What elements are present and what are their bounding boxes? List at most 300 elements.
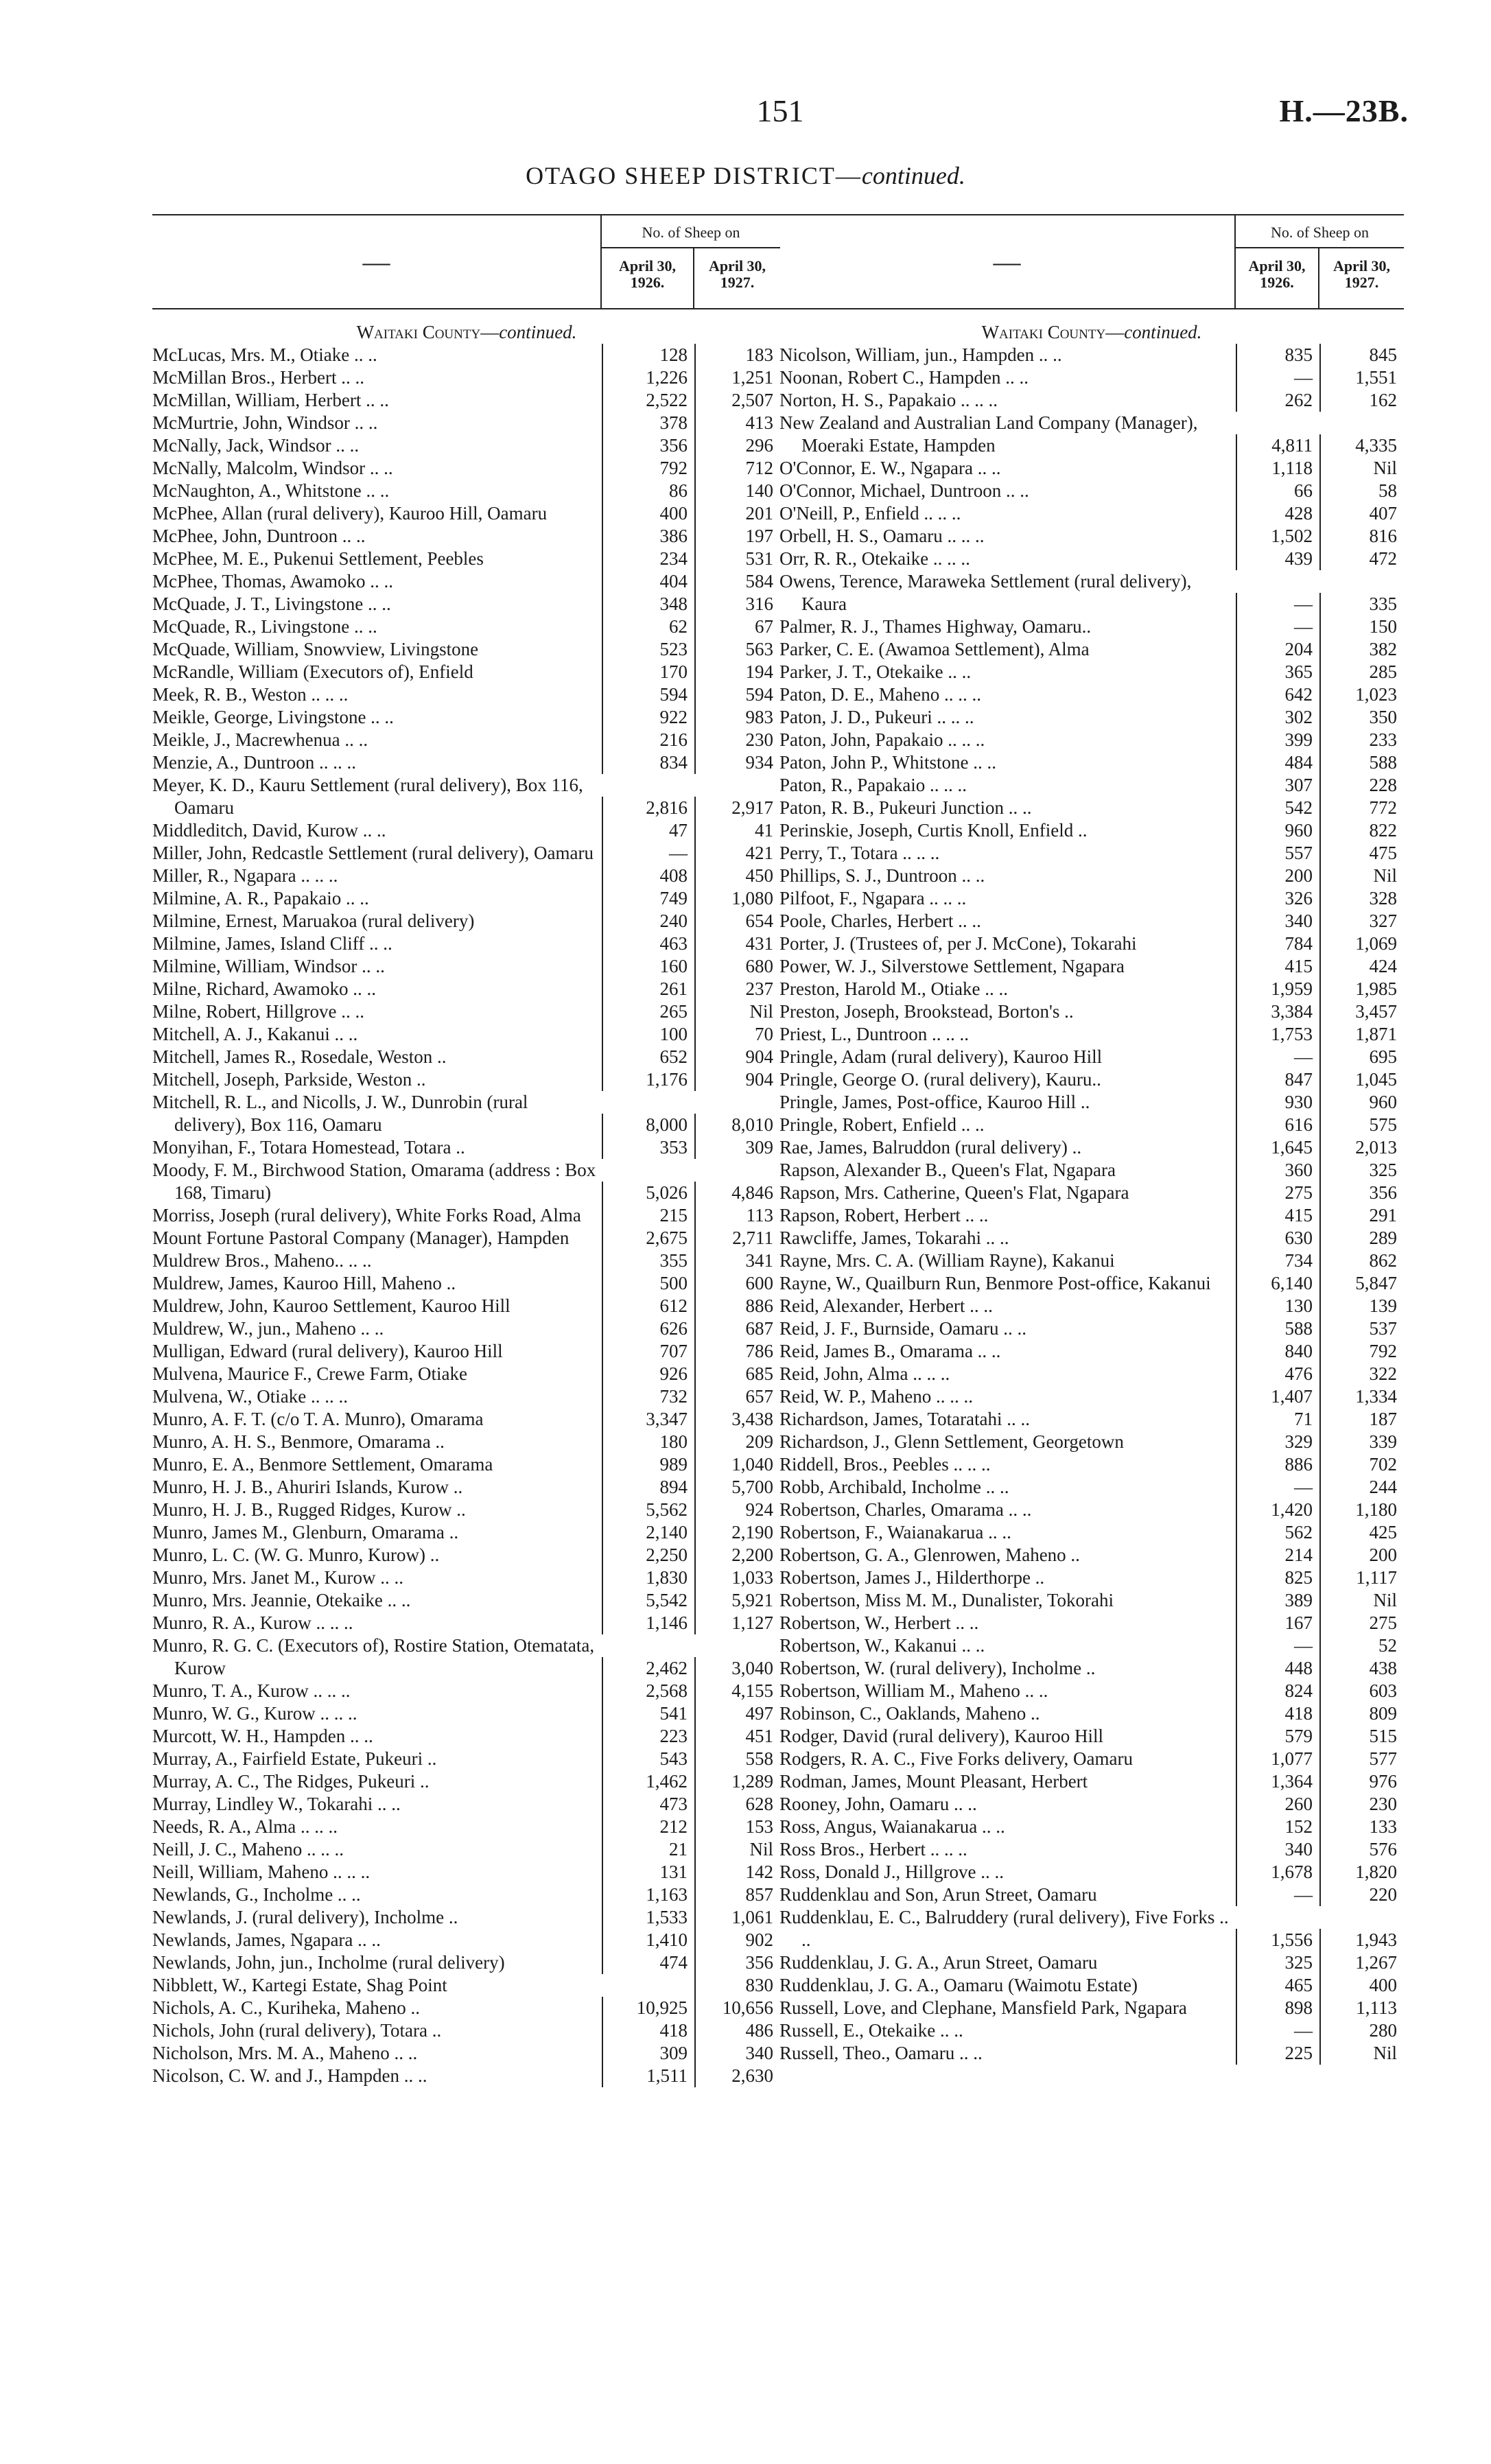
sheep-1926: 784 — [1236, 932, 1319, 955]
sheep-1926: 834 — [602, 751, 694, 774]
sheep-1926: 523 — [602, 638, 694, 661]
section-main: Waitaki County— — [356, 322, 500, 342]
table-row — [152, 1861, 781, 1884]
table-row — [152, 615, 781, 638]
sheep-1926: 225 — [1236, 2042, 1319, 2065]
table-row — [779, 932, 1404, 955]
owner-name: Milmine, James, Island Cliff .. .. — [152, 933, 392, 954]
owner-name: Nibblett, W., Kartegi Estate, Shag Point — [152, 1975, 447, 1995]
sheep-1926: 1,226 — [602, 366, 694, 389]
table-row — [779, 1748, 1404, 1770]
table-row — [152, 661, 781, 683]
owner-name: Russell, Love, and Clephane, Mansfield Park, Ngapara — [779, 1997, 1187, 2018]
sheep-1926: 1,830 — [602, 1567, 694, 1589]
sheep-1926: 1,511 — [602, 2065, 694, 2087]
sheep-1927: 341 — [694, 1249, 780, 1272]
sheep-1927: 1,117 — [1319, 1567, 1404, 1589]
owner-name: Munro, R. G. C. (Executors of), Rostire Station, Otematata, Kurow — [152, 1635, 595, 1678]
sheep-1927: 924 — [694, 1499, 780, 1521]
owner-name: Milmine, A. R., Papakaio .. .. — [152, 888, 369, 908]
sheep-1926: 922 — [602, 706, 694, 729]
owner-name: Milmine, William, Windsor .. .. — [152, 956, 385, 976]
sheep-1927: 220 — [1319, 1884, 1404, 1906]
sheep-1926: 579 — [1236, 1725, 1319, 1748]
owner-name: Preston, Joseph, Brookstead, Borton's .. — [779, 1001, 1074, 1022]
section-heading — [779, 309, 1404, 344]
owner-name: Muldrew, James, Kauroo Hill, Maheno .. — [152, 1273, 456, 1293]
table-row — [152, 706, 781, 729]
table-row — [779, 661, 1404, 683]
sheep-1926: 642 — [1236, 683, 1319, 706]
sheep-1926: 418 — [602, 2019, 694, 2042]
table-row — [779, 638, 1404, 661]
table-row — [779, 978, 1404, 1000]
sheep-1926: 128 — [602, 344, 694, 366]
title-suffix: continued. — [861, 162, 965, 189]
sheep-1926: 2,568 — [602, 1680, 694, 1702]
sheep-1927: 140 — [694, 480, 780, 502]
table-row — [779, 1974, 1404, 1997]
table-row — [152, 344, 781, 366]
owner-name: Munro, R. A., Kurow .. .. .. — [152, 1612, 353, 1633]
sheep-1926: 261 — [602, 978, 694, 1000]
sheep-1926: 415 — [1236, 955, 1319, 978]
owner-name: Paton, J. D., Pukeuri .. .. .. — [779, 707, 974, 727]
owner-name: McPhee, Thomas, Awamoko .. .. — [152, 571, 393, 591]
sheep-1927: 1,180 — [1319, 1499, 1404, 1521]
sheep-1926: 926 — [602, 1363, 694, 1385]
sheep-1927: 1,551 — [1319, 366, 1404, 389]
sheep-1927: 687 — [694, 1317, 780, 1340]
left-table-header — [152, 215, 781, 309]
sheep-1927: 654 — [694, 910, 780, 932]
table-row — [152, 1748, 781, 1770]
sheep-1926: 1,556 — [1236, 1929, 1319, 1951]
sheep-1926: 652 — [602, 1046, 694, 1068]
sheep-1927: 531 — [694, 548, 780, 570]
sheep-1926: 2,250 — [602, 1544, 694, 1567]
sheep-1927: 934 — [694, 751, 780, 774]
sheep-1927: 1,061 — [694, 1906, 780, 1929]
owner-name: Paton, John P., Whitstone .. .. — [779, 752, 997, 773]
owner-name: Munro, W. G., Kurow .. .. .. — [152, 1703, 357, 1724]
table-row — [779, 1453, 1404, 1476]
sheep-1926: — — [1236, 615, 1319, 638]
owner-name: Parker, C. E. (Awamoa Settlement), Alma — [779, 639, 1090, 659]
sheep-1926: 2,462 — [602, 1657, 694, 1680]
table-row — [779, 1272, 1404, 1295]
owner-name: Newlands, G., Incholme .. .. — [152, 1884, 361, 1905]
sheep-1927: 183 — [694, 344, 780, 366]
table-row — [779, 1770, 1404, 1793]
col-1927-header: April 30, 1927. — [1332, 257, 1391, 291]
table-row — [779, 1249, 1404, 1272]
sheep-1926: 62 — [602, 615, 694, 638]
sheep-1927: 594 — [694, 683, 780, 706]
sheep-1927: 325 — [1319, 1159, 1404, 1182]
sheep-1927: 2,917 — [694, 797, 780, 819]
table-row — [779, 389, 1404, 412]
sheep-1926: 326 — [1236, 887, 1319, 910]
table-row — [152, 1408, 781, 1431]
table-row — [152, 1136, 781, 1159]
owner-name: Mitchell, James R., Rosedale, Weston .. — [152, 1046, 447, 1067]
owner-name: Meikle, J., Macrewhenua .. .. — [152, 729, 368, 750]
sheep-1926: 2,816 — [602, 797, 694, 819]
table-row — [152, 1725, 781, 1748]
owner-name: Rodger, David (rural delivery), Kauroo Hill — [779, 1726, 1104, 1746]
sheep-1927: 1,113 — [1319, 1997, 1404, 2019]
sheep-1926: 21 — [602, 1838, 694, 1861]
table-row — [152, 570, 781, 593]
sheep-1926: 792 — [602, 457, 694, 480]
sheep-1927: 153 — [694, 1816, 780, 1838]
sheep-1927: 356 — [1319, 1182, 1404, 1204]
sheep-1926: 131 — [602, 1861, 694, 1884]
left-rows — [152, 344, 781, 2087]
owner-name: Munro, Mrs. Janet M., Kurow .. .. — [152, 1567, 403, 1588]
sheep-1927: 382 — [1319, 638, 1404, 661]
owner-name: Muldrew, John, Kauroo Settlement, Kauroo Hill — [152, 1295, 510, 1316]
owner-name: Paton, John, Papakaio .. .. .. — [779, 729, 985, 750]
table-row — [152, 1838, 781, 1861]
owner-name: Robinson, C., Oaklands, Maheno .. — [779, 1703, 1040, 1724]
table-row — [152, 1702, 781, 1725]
table-row — [779, 1589, 1404, 1612]
table-row — [779, 1861, 1404, 1884]
owner-name: McMillan Bros., Herbert .. .. — [152, 367, 364, 388]
owner-name: Noonan, Robert C., Hampden .. .. — [779, 367, 1029, 388]
sheep-1926: 8,000 — [602, 1114, 694, 1136]
name-column-header: — — [152, 215, 602, 308]
sheep-1927: Nil — [1319, 457, 1404, 480]
sheep-1927: 8,010 — [694, 1114, 780, 1136]
table-row — [152, 2042, 781, 2065]
sheep-1926: 840 — [1236, 1340, 1319, 1363]
sheep-1926: 10,925 — [602, 1997, 694, 2019]
sheep-1926: 240 — [602, 910, 694, 932]
owner-name: Poole, Charles, Herbert .. .. — [779, 911, 981, 931]
sheep-1926: 415 — [1236, 1204, 1319, 1227]
owner-name: Robertson, W., Kakanui .. .. — [779, 1635, 985, 1656]
sheep-1926: 1,410 — [602, 1929, 694, 1951]
table-row — [779, 1182, 1404, 1204]
sheep-1927: 400 — [1319, 1974, 1404, 1997]
table-row — [152, 502, 781, 525]
sheep-1926: 484 — [1236, 751, 1319, 774]
sheep-1927: 845 — [1319, 344, 1404, 366]
sheep-1926: 348 — [602, 593, 694, 615]
sheep-1926: 612 — [602, 1295, 694, 1317]
table-row — [779, 1000, 1404, 1023]
owner-name: Moody, F. M., Birchwood Station, Omarama (address : Box 168, Timaru) — [152, 1160, 596, 1203]
sheep-1927: 3,040 — [694, 1657, 780, 1680]
owner-name: Pilfoot, F., Ngapara .. .. .. — [779, 888, 967, 908]
sheep-1926: 215 — [602, 1204, 694, 1227]
sheep-1926: 1,678 — [1236, 1861, 1319, 1884]
sheep-1927: 356 — [694, 1951, 780, 1974]
sheep-1926: 404 — [602, 570, 694, 593]
sheep-1927: 786 — [694, 1340, 780, 1363]
table-row — [779, 1091, 1404, 1114]
owner-name: Nicholson, Mrs. M. A., Maheno .. .. — [152, 2043, 418, 2063]
sheep-1927: 335 — [1319, 593, 1404, 615]
sheep-1926: 1,753 — [1236, 1023, 1319, 1046]
table-row — [779, 865, 1404, 887]
name-column-header: — — [779, 215, 1236, 308]
sheep-1926: 894 — [602, 1476, 694, 1499]
owner-name: Perry, T., Totara .. .. .. — [779, 843, 940, 863]
table-row — [779, 1725, 1404, 1748]
table-row — [779, 887, 1404, 910]
table-row — [779, 910, 1404, 932]
sheep-1927: 830 — [694, 1974, 780, 1997]
table-row — [779, 1612, 1404, 1634]
table-row — [152, 1793, 781, 1816]
sheep-1927: 904 — [694, 1046, 780, 1068]
owner-name: Mitchell, R. L., and Nicolls, J. W., Dunrobin (rural delivery), Box 116, Oamaru — [152, 1092, 528, 1135]
table-row — [779, 1227, 1404, 1249]
sheep-1927: 976 — [1319, 1770, 1404, 1793]
sheep-1927: 537 — [1319, 1317, 1404, 1340]
table-row — [779, 1204, 1404, 1227]
sheep-1927: 983 — [694, 706, 780, 729]
sheep-1926: 1,645 — [1236, 1136, 1319, 1159]
table-row — [152, 819, 781, 842]
sheep-1926: 360 — [1236, 1159, 1319, 1182]
sheep-1926: 541 — [602, 1702, 694, 1725]
owner-name: Rodgers, R. A. C., Five Forks delivery, Oamaru — [779, 1748, 1133, 1769]
sheep-1927: 327 — [1319, 910, 1404, 932]
table-row — [152, 593, 781, 615]
sheep-1926: 1,077 — [1236, 1748, 1319, 1770]
table-row — [152, 1770, 781, 1793]
sheep-1926: 2,522 — [602, 389, 694, 412]
sheep-1927: 816 — [1319, 525, 1404, 548]
table-row — [152, 638, 781, 661]
owner-name: New Zealand and Australian Land Company (Manager), Moeraki Estate, Hampden — [779, 412, 1198, 456]
table-row — [779, 1499, 1404, 1521]
table-row — [152, 1431, 781, 1453]
table-row — [152, 1997, 781, 2019]
sheep-1927: 197 — [694, 525, 780, 548]
sheep-1927: 133 — [1319, 1816, 1404, 1838]
sheep-1926: 212 — [602, 1816, 694, 1838]
sheep-1926: 200 — [1236, 865, 1319, 887]
sheep-1926: — — [1236, 1634, 1319, 1657]
sheep-1927: 228 — [1319, 774, 1404, 797]
owner-name: Needs, R. A., Alma .. .. .. — [152, 1816, 338, 1837]
owner-name: Milne, Robert, Hillgrove .. .. — [152, 1001, 364, 1022]
sheep-1927: Nil — [694, 1838, 780, 1861]
sheep-1927: 657 — [694, 1385, 780, 1408]
sheep-1927: Nil — [1319, 865, 1404, 887]
owner-name: Morriss, Joseph (rural delivery), White Forks Road, Alma — [152, 1205, 581, 1225]
sheep-1926: 930 — [1236, 1091, 1319, 1114]
sheep-1927: 1,127 — [694, 1612, 780, 1634]
sheep-1927: 4,155 — [694, 1680, 780, 1702]
sheep-1927: Nil — [1319, 2042, 1404, 2065]
sheep-1926: — — [1236, 2019, 1319, 2042]
right-table-header — [779, 215, 1404, 309]
owner-name: Power, W. J., Silverstowe Settlement, Ngapara — [779, 956, 1125, 976]
sheep-1927: 2,630 — [694, 2065, 780, 2087]
right-rows — [779, 344, 1404, 2065]
owner-name: Munro, L. C. (W. G. Munro, Kurow) .. — [152, 1545, 440, 1565]
sheep-1926: 265 — [602, 1000, 694, 1023]
sheep-1926: 234 — [602, 548, 694, 570]
table-row — [779, 1431, 1404, 1453]
sheep-1927: 472 — [1319, 548, 1404, 570]
sheep-1927: 230 — [694, 729, 780, 751]
sheep-1927: 486 — [694, 2019, 780, 2042]
sheep-1927: 1,045 — [1319, 1068, 1404, 1091]
owner-name: Rayne, W., Quailburn Run, Benmore Post-office, Kakanui — [779, 1273, 1211, 1293]
table-row — [152, 457, 781, 480]
sheep-1926: 616 — [1236, 1114, 1319, 1136]
sheep-1927: 497 — [694, 1702, 780, 1725]
sheep-1927: 200 — [1319, 1544, 1404, 1567]
sheep-1926: 898 — [1236, 1997, 1319, 2019]
table-row — [779, 683, 1404, 706]
left-table — [152, 214, 781, 2087]
sheep-1926: 465 — [1236, 1974, 1319, 1997]
sheep-1926: 386 — [602, 525, 694, 548]
owner-name: Murray, A. C., The Ridges, Pukeuri .. — [152, 1771, 430, 1792]
sheep-1926: 214 — [1236, 1544, 1319, 1567]
sheep-1927: 139 — [1319, 1295, 1404, 1317]
owner-name: Robertson, Charles, Omarama .. .. — [779, 1499, 1032, 1520]
sheep-1926: 474 — [602, 1951, 694, 1974]
table-row — [152, 1521, 781, 1544]
sheep-1927: 2,711 — [694, 1227, 780, 1249]
sheep-1926: 5,026 — [602, 1182, 694, 1204]
sheep-1926: 630 — [1236, 1227, 1319, 1249]
table-row — [779, 1136, 1404, 1159]
sheep-1927: 792 — [1319, 1340, 1404, 1363]
sheep-1927: 10,656 — [694, 1997, 780, 2019]
sheep-1926: 152 — [1236, 1816, 1319, 1838]
sheep-1926: 71 — [1236, 1408, 1319, 1431]
owner-name: Nicolson, C. W. and J., Hampden .. .. — [152, 2065, 427, 2086]
sheep-1926: 275 — [1236, 1182, 1319, 1204]
sheep-1927: 4,846 — [694, 1182, 780, 1204]
owner-name: Miller, John, Redcastle Settlement (rural delivery), Oamaru — [152, 843, 594, 863]
sheep-1926: 47 — [602, 819, 694, 842]
table-row — [152, 842, 781, 865]
table-row — [152, 1295, 781, 1317]
table-row — [779, 729, 1404, 751]
owner-name: Ruddenklau, J. G. A., Arun Street, Oamaru — [779, 1952, 1098, 1973]
table-row — [152, 1340, 781, 1363]
owner-name: Murray, A., Fairfield Estate, Pukeuri .. — [152, 1748, 437, 1769]
sheep-1927: 1,040 — [694, 1453, 780, 1476]
page-number: 151 — [756, 93, 804, 128]
table-row — [779, 1838, 1404, 1861]
sheep-1927: 475 — [1319, 842, 1404, 865]
sheep-1927: 1,033 — [694, 1567, 780, 1589]
owner-name: McMurtrie, John, Windsor .. .. — [152, 412, 378, 433]
table-row — [152, 1068, 781, 1091]
sheep-1926: 302 — [1236, 706, 1319, 729]
table-row — [152, 2019, 781, 2042]
sheep-1927: 515 — [1319, 1725, 1404, 1748]
sheep-1927: 41 — [694, 819, 780, 842]
table-row — [152, 548, 781, 570]
sheep-1927: 413 — [694, 412, 780, 434]
owner-name: Munro, E. A., Benmore Settlement, Omarama — [152, 1454, 493, 1475]
owner-name: Richardson, James, Totaratahi .. .. — [779, 1409, 1031, 1429]
sheep-1927: Nil — [1319, 1589, 1404, 1612]
table-row — [779, 1567, 1404, 1589]
sheep-1927: 52 — [1319, 1634, 1404, 1657]
owner-name: O'Neill, P., Enfield .. .. .. — [779, 503, 961, 524]
sheep-1926: 223 — [602, 1725, 694, 1748]
sheep-1926: 418 — [1236, 1702, 1319, 1725]
table-row — [152, 1000, 781, 1023]
table-row — [779, 842, 1404, 865]
sheep-1927: 67 — [694, 615, 780, 638]
owner-name: Reid, J. F., Burnside, Oamaru .. .. — [779, 1318, 1027, 1339]
sheep-1927: Nil — [694, 1000, 780, 1023]
table-row — [152, 887, 781, 910]
table-row — [152, 1453, 781, 1476]
owner-name: Reid, James B., Omarama .. .. — [779, 1341, 1001, 1361]
owner-name: Meek, R. B., Weston .. .. .. — [152, 684, 349, 705]
right-table — [779, 214, 1404, 2065]
sheep-1926: 167 — [1236, 1612, 1319, 1634]
sheep-1926: 399 — [1236, 729, 1319, 751]
sheep-1927: 3,438 — [694, 1408, 780, 1431]
sheep-1926: 588 — [1236, 1317, 1319, 1340]
sheep-1926: 1,407 — [1236, 1385, 1319, 1408]
sheep-1927: 577 — [1319, 1748, 1404, 1770]
owner-name: Munro, A. H. S., Benmore, Omarama .. — [152, 1431, 445, 1452]
sheep-1926: 1,176 — [602, 1068, 694, 1091]
sheep-1927: 809 — [1319, 1702, 1404, 1725]
table-row — [152, 1634, 781, 1680]
sheep-1927: 576 — [1319, 1838, 1404, 1861]
owner-name: Munro, H. J. B., Rugged Ridges, Kurow .. — [152, 1499, 466, 1520]
owner-name: Russell, E., Otekaike .. .. — [779, 2020, 963, 2041]
sheep-1926: 180 — [602, 1431, 694, 1453]
table-row — [152, 1612, 781, 1634]
table-row — [779, 570, 1404, 615]
sheep-1926: — — [1236, 1884, 1319, 1906]
sheep-1926: 1,163 — [602, 1884, 694, 1906]
sheep-1926: 329 — [1236, 1431, 1319, 1453]
table-row — [779, 1544, 1404, 1567]
section-main: Waitaki County— — [981, 322, 1125, 342]
sheep-1926: 1,959 — [1236, 978, 1319, 1000]
sheep-1926: — — [1236, 1476, 1319, 1499]
sheep-1926: 400 — [602, 502, 694, 525]
owner-name: Rapson, Robert, Herbert .. .. — [779, 1205, 989, 1225]
sheep-1926: 707 — [602, 1340, 694, 1363]
table-row — [779, 1680, 1404, 1702]
owner-name: Meikle, George, Livingstone .. .. — [152, 707, 394, 727]
sheep-1926: 542 — [1236, 797, 1319, 819]
owner-name: Rodman, James, Mount Pleasant, Herbert — [779, 1771, 1088, 1792]
sheep-1927: 4,335 — [1319, 434, 1404, 457]
sheep-1927: 424 — [1319, 955, 1404, 978]
sheep-1927: 680 — [694, 955, 780, 978]
owner-name: Ross, Angus, Waianakarua .. .. — [779, 1816, 1005, 1837]
owner-name: Owens, Terence, Maraweka Settlement (rural delivery), Kaura — [779, 571, 1192, 614]
owner-name: Rapson, Alexander B., Queen's Flat, Ngapara — [779, 1160, 1116, 1180]
sheep-count-header — [602, 215, 780, 308]
table-row — [152, 1929, 781, 1951]
